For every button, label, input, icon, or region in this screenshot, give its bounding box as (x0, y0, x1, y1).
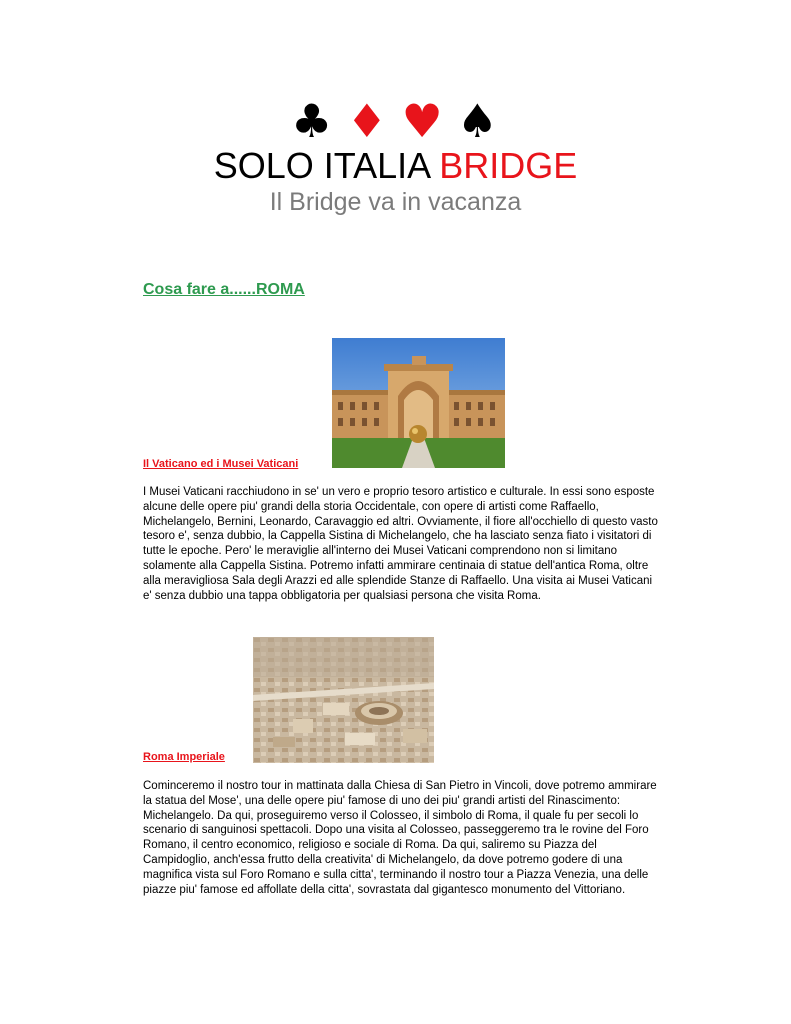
article-heading-vaticano[interactable]: Il Vaticano ed i Musei Vaticani (143, 458, 299, 470)
club-icon: ♣ (291, 94, 335, 148)
title-accent: BRIDGE (439, 145, 578, 186)
page-subtitle: Il Bridge va in vacanza (269, 188, 522, 216)
page-title (0, 145, 791, 187)
diamond-icon: ♦ (346, 94, 390, 148)
article-heading-roma-imperiale[interactable]: Roma Imperiale (143, 751, 225, 763)
vatican-museums-photo (332, 338, 505, 468)
card-suits-logo (0, 96, 791, 146)
article-body-roma-imperiale: Cominceremo il nostro tour in mattinata dalla Chiesa di San Pietro in Vincoli, dove potremo ammirare la statua del Mose', una delle opere piu' famose di uno dei piu' grandi artisti del Rinascimento: Michelangelo. Da qui, proseguiremo verso il Colosseo, il simbolo di Roma, il quale fu per secoli lo scenario di sanguinosi spettacoli. Dopo una visita al Colosseo, passeggeremo tra le rovine del Foro Romano, il centro economico, religioso e sociale di Roma. Da qui, saliremo su Piazza del Campidoglio, anch'essa frutto della creativita' di Michelangelo, da dove potremo godere di una magnifica vista sul Foro Romano e sulla citta', terminando il nostro tour a Piazza Venezia, una delle piazze piu' famose ed affollate della citta', sovrastata dal gigantesco monumento del Vittoriano. (143, 780, 657, 896)
roma-imperiale-photo (253, 637, 434, 763)
spade-icon: ♠ (456, 94, 500, 148)
title-main: SOLO ITALIA (213, 145, 440, 186)
article-body-vaticano: I Musei Vaticani racchiudono in se' un vero e proprio tesoro artistico e culturale. In essi sono esposte alcune delle opere piu' grandi della storia Occidentale, con opere di artisti come Raffaello, Michelangelo, Bernini, Leonardo, Caravaggio ed altri. Ovviamente, il fiore all'occhiello di questo vasto tesoro e', senza dubbio, la Cappella Sistina di Michelangelo, che ha lasciato senza fiato i visitatori di tutte le epoche. Pero' le meraviglie all'interno dei Musei Vaticani comprendono non si limitano solamente alla Cappella Sistina. Potremo infatti ammirare centinaia di statue dell'antica Roma, oltre alla meravigliosa Sala degli Arazzi ed alle splendide Stanze di Raffaello. Una visita ai Musei Vaticani e' senza dubbio una tappa obbligatoria per qualsiasi persona che visita Roma. (143, 486, 658, 602)
heart-icon: ♥ (401, 94, 445, 148)
section-heading: Cosa fare a......ROMA (143, 281, 305, 298)
